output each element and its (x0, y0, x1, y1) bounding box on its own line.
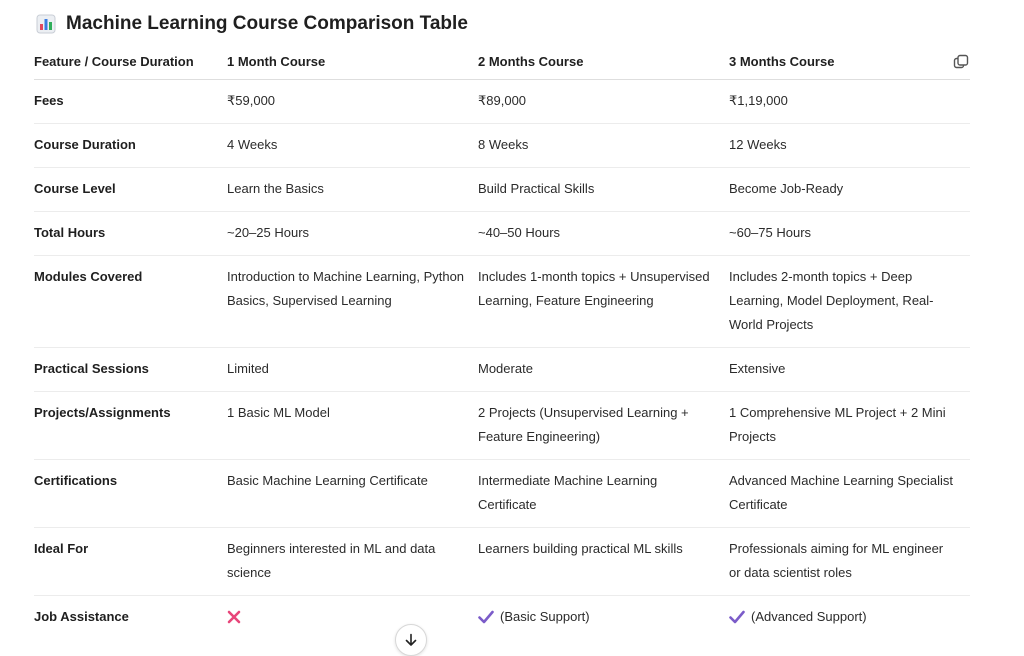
row-label: Course Level (34, 168, 227, 212)
comparison-table (34, 46, 970, 639)
header-3-months-cell (729, 46, 970, 80)
table-cell: Professionals aiming for ML engineer or data scientist roles (729, 528, 970, 596)
job-assistance-3-month: (Advanced Support) (751, 609, 867, 624)
table-cell: 2 Projects (Unsupervised Learning + Feature Engineering) (478, 392, 729, 460)
row-label: Modules Covered (34, 256, 227, 348)
table-row (34, 124, 970, 168)
table-cell: 12 Weeks (729, 124, 970, 168)
table-row (34, 460, 970, 528)
table-cell: Moderate (478, 348, 729, 392)
row-label: Total Hours (34, 212, 227, 256)
header-3-months: 3 Months Course (729, 54, 835, 69)
table-row (34, 80, 970, 124)
table-cell: Learners building practical ML skills (478, 528, 729, 596)
row-label: Practical Sessions (34, 348, 227, 392)
check-mark-icon (478, 610, 494, 624)
row-label: Projects/Assignments (34, 392, 227, 460)
table-row (34, 348, 970, 392)
table-row (34, 528, 970, 596)
table-header-row (34, 46, 970, 80)
row-label: Certifications (34, 460, 227, 528)
scroll-down-button[interactable] (395, 624, 427, 656)
table-cell: Beginners interested in ML and data science (227, 528, 478, 596)
table-row (34, 256, 970, 348)
table-cell: Includes 2-month topics + Deep Learning, Model Deployment, Real-World Projects (729, 256, 970, 348)
table-cell: Introduction to Machine Learning, Python Basics, Supervised Learning (227, 256, 478, 348)
table-cell: Basic Machine Learning Certificate (227, 460, 478, 528)
table-cell: ₹1,19,000 (729, 80, 970, 124)
check-mark-icon (729, 610, 745, 624)
table-cell: Includes 1-month topics + Unsupervised Learning, Feature Engineering (478, 256, 729, 348)
title-text: Machine Learning Course Comparison Table (66, 13, 468, 34)
cross-mark-icon (227, 610, 241, 624)
table-cell: Become Job-Ready (729, 168, 970, 212)
table-cell: 8 Weeks (478, 124, 729, 168)
row-label: Fees (34, 80, 227, 124)
table-cell: Intermediate Machine Learning Certificate (478, 460, 729, 528)
table-cell: ~20–25 Hours (227, 212, 478, 256)
table-cell: ~60–75 Hours (729, 212, 970, 256)
row-label: Ideal For (34, 528, 227, 596)
page-title (36, 10, 468, 38)
table-row (34, 596, 970, 640)
table-cell: Learn the Basics (227, 168, 478, 212)
table-cell: Extensive (729, 348, 970, 392)
table-cell (729, 596, 970, 640)
arrow-down-icon (404, 633, 418, 647)
table-cell: 4 Weeks (227, 124, 478, 168)
table-cell (227, 596, 478, 640)
job-assistance-2-month: (Basic Support) (500, 609, 590, 624)
table-row (34, 392, 970, 460)
header-2-months: 2 Months Course (478, 46, 729, 80)
table-cell: ₹89,000 (478, 80, 729, 124)
table-cell: Advanced Machine Learning Specialist Certificate (729, 460, 970, 528)
table-cell: Build Practical Skills (478, 168, 729, 212)
table-row (34, 212, 970, 256)
table-cell: Limited (227, 348, 478, 392)
table-cell (478, 596, 729, 640)
table-row (34, 168, 970, 212)
header-1-month: 1 Month Course (227, 46, 478, 80)
header-feature: Feature / Course Duration (34, 46, 227, 80)
table-cell: 1 Comprehensive ML Project + 2 Mini Projects (729, 392, 970, 460)
row-label: Job Assistance (34, 609, 129, 624)
table-cell: ₹59,000 (227, 80, 478, 124)
bar-chart-icon (36, 14, 56, 34)
copy-icon[interactable] (952, 53, 970, 71)
table-cell: ~40–50 Hours (478, 212, 729, 256)
row-label: Course Duration (34, 124, 227, 168)
table-cell: 1 Basic ML Model (227, 392, 478, 460)
